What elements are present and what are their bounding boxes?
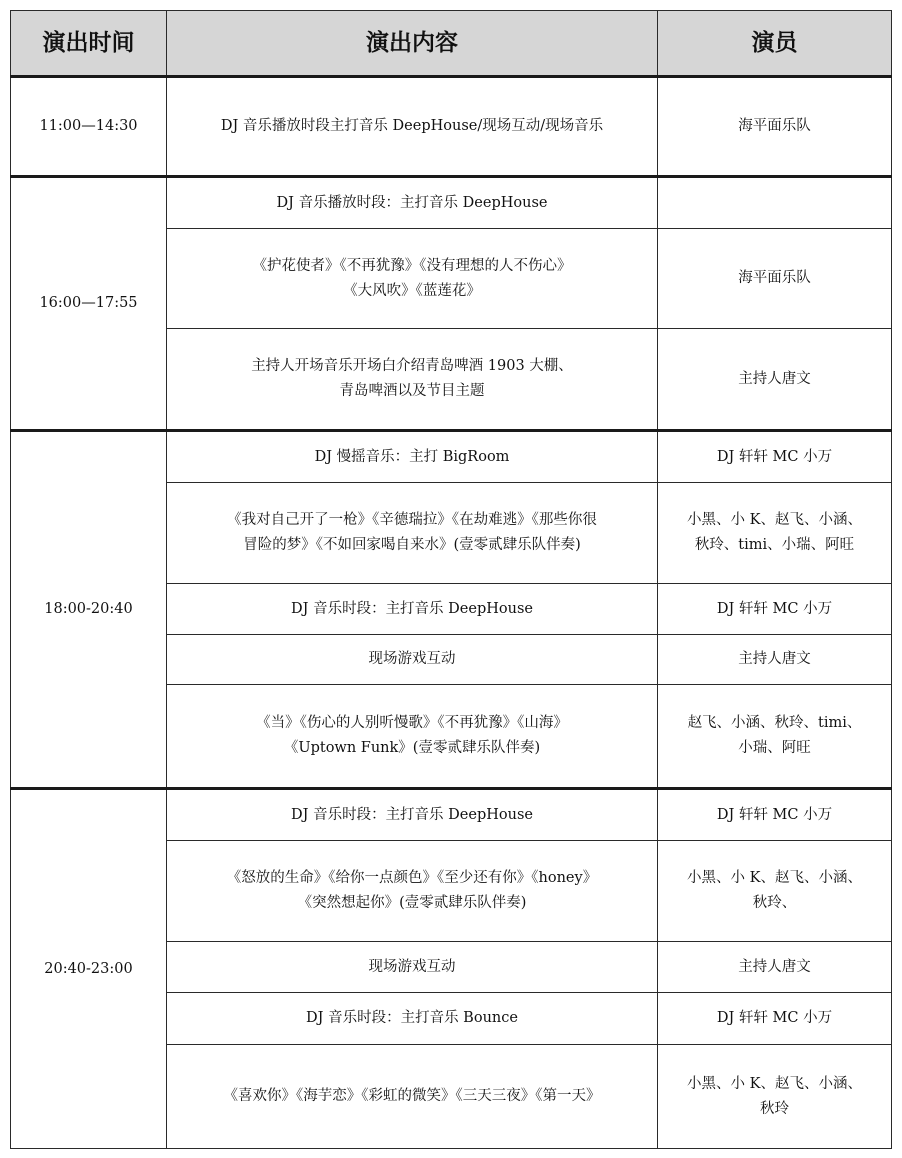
performer-line: 赵飞、小涵、秋玲、timi、 [687, 715, 862, 731]
content-line: 《Uptown Funk》(壹零贰肆乐队伴奏) [283, 740, 541, 756]
time-cell: 20:40-23:00 [11, 789, 167, 1149]
performer-cell [658, 77, 892, 177]
content-line: 《护花使者》《不再犹豫》《没有理想的人不伤心》 [252, 257, 572, 274]
performer-line: 秋玲、timi、小瑞、阿旺 [694, 537, 855, 553]
content-line: DJ 音乐时段：主打音乐 DeepHouse [291, 806, 533, 823]
performer-cell [658, 635, 892, 685]
content-cell [167, 942, 658, 993]
table-row [11, 431, 892, 483]
content-line: 主持人开场音乐开场白介绍青岛啤酒 1903 大棚、 [251, 358, 573, 374]
content-line: DJ 慢摇音乐：主打 BigRoom [314, 448, 510, 465]
performer-line: 秋玲、 [752, 895, 797, 911]
content-cell [167, 993, 658, 1045]
performer-line: 海平面乐队 [738, 270, 811, 286]
content-line: 《我对自己开了一枪》《辛德瑞拉》《在劫难逃》《那些你很 [227, 512, 597, 528]
content-cell [167, 177, 658, 229]
table-row [11, 789, 892, 841]
content-line: DJ 音乐播放时段：主打音乐 DeepHouse [276, 194, 548, 211]
header-row [11, 11, 892, 77]
performer-cell [658, 229, 892, 329]
performer-line: 主持人唐文 [738, 370, 811, 387]
header-content: 演出内容 [167, 11, 658, 77]
content-line: 现场游戏互动 [368, 958, 456, 975]
header-performer: 演员 [658, 11, 892, 77]
content-cell [167, 77, 658, 177]
performer-cell [658, 584, 892, 635]
performer-cell [658, 685, 892, 789]
performance-schedule-table [10, 10, 892, 1149]
content-cell [167, 229, 658, 329]
content-line: 《大风吹》《蓝莲花》 [343, 282, 481, 299]
performer-cell [658, 841, 892, 942]
schedule-sheet [10, 10, 892, 1149]
performer-line: 海平面乐队 [738, 118, 811, 134]
content-line: DJ 音乐时段：主打音乐 DeepHouse [291, 600, 533, 617]
performer-cell [658, 789, 892, 841]
performer-line: DJ 轩轩 MC 小万 [716, 806, 833, 823]
content-line: DJ 音乐时段：主打音乐 Bounce [306, 1010, 518, 1026]
content-line: 《喜欢你》《海芋恋》《彩虹的微笑》《三天三夜》《第一天》 [223, 1088, 601, 1104]
performer-line: 小瑞、阿旺 [738, 740, 811, 756]
table-row [11, 77, 892, 177]
performer-cell [658, 942, 892, 993]
content-line: DJ 音乐播放时段主打音乐 DeepHouse/现场互动/现场音乐 [220, 118, 604, 134]
performer-cell [658, 329, 892, 431]
performer-line: 小黑、小 K、赵飞、小涵、 [687, 1075, 862, 1092]
performer-cell [658, 483, 892, 584]
content-cell [167, 685, 658, 789]
content-cell [167, 431, 658, 483]
header-time: 演出时间 [11, 11, 167, 77]
performer-cell [658, 431, 892, 483]
performer-line: DJ 轩轩 MC 小万 [716, 600, 833, 617]
performer-line: DJ 轩轩 MC 小万 [716, 448, 833, 465]
performer-cell [658, 177, 892, 229]
performer-line: DJ 轩轩 MC 小万 [716, 1010, 833, 1026]
performer-line: 小黑、小 K、赵飞、小涵、 [687, 512, 862, 528]
content-line: 青岛啤酒以及节目主题 [339, 383, 485, 399]
content-line: 现场游戏互动 [368, 651, 456, 667]
content-cell [167, 789, 658, 841]
time-cell: 16:00—17:55 [11, 177, 167, 431]
time-cell: 11:00—14:30 [11, 77, 167, 177]
content-line: 《怒放的生命》《给你一点颜色》《至少还有你》《honey》 [226, 870, 598, 886]
performer-line: 小黑、小 K、赵飞、小涵、 [687, 870, 862, 886]
content-line: 冒险的梦》《不如回家喝自来水》(壹零贰肆乐队伴奏) [243, 537, 581, 553]
content-cell [167, 1045, 658, 1149]
content-cell [167, 329, 658, 431]
content-line: 《突然想起你》(壹零贰肆乐队伴奏) [297, 895, 527, 911]
content-cell [167, 841, 658, 942]
performer-line: 主持人唐文 [738, 651, 811, 667]
performer-line: 秋玲 [760, 1100, 789, 1117]
table-row [11, 177, 892, 229]
content-cell [167, 635, 658, 685]
performer-line: 主持人唐文 [738, 958, 811, 975]
performer-cell [658, 993, 892, 1045]
time-cell: 18:00-20:40 [11, 431, 167, 789]
content-line: 《当》《伤心的人别听慢歌》《不再犹豫》《山海》 [256, 715, 568, 731]
content-cell [167, 483, 658, 584]
performer-cell [658, 1045, 892, 1149]
content-cell [167, 584, 658, 635]
